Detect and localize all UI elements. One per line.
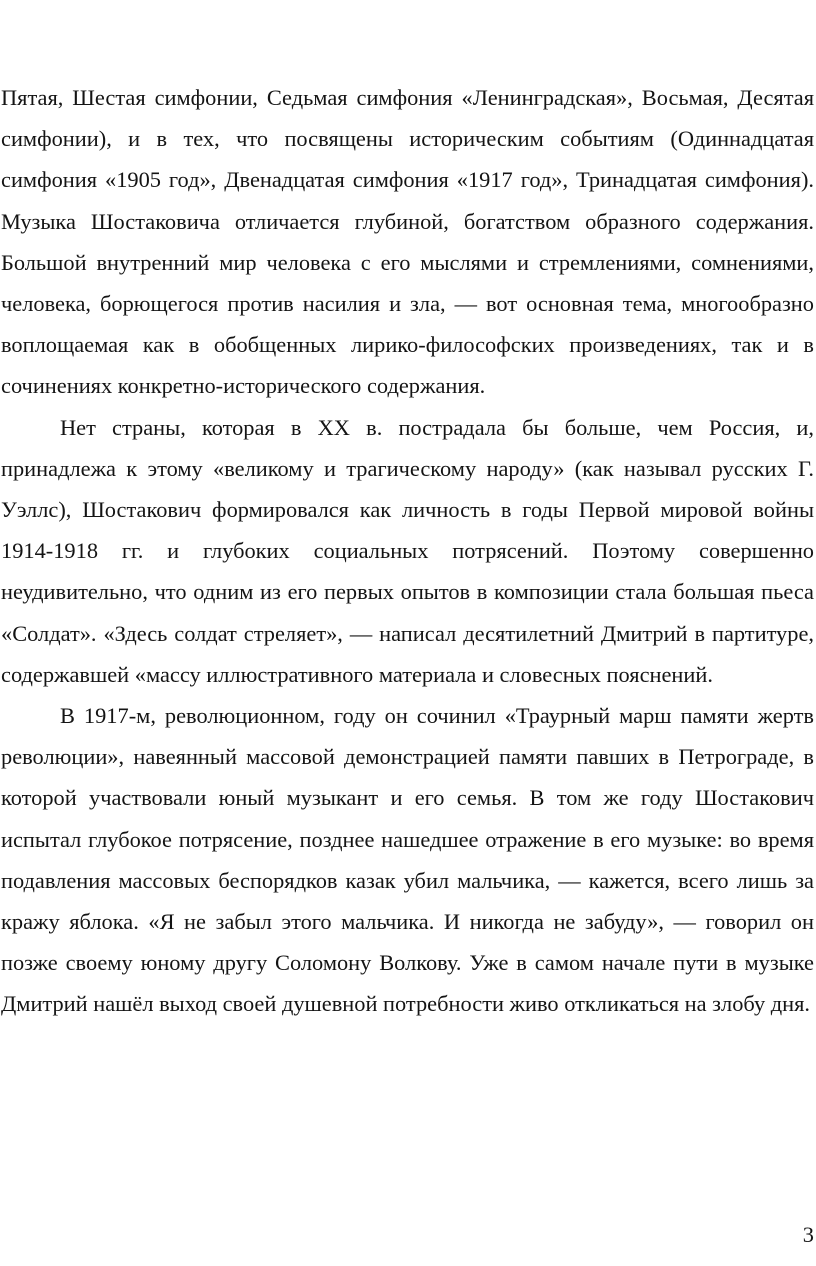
paragraph-russia-war: Нет страны, которая в XX в. пострадала бы больше, чем Россия, и, принадлежа к этому «великому и трагическому народу» (как называл русских Г. Уэллс), Шостакович формировался как личность в годы Первой мировой войны 1914-1918 гг. и глубоких социальных потрясений. Поэтому совершенно неудивительно, что одним из его первых опытов в композиции стала большая пьеса «Солдат». «Здесь солдат стреляет», — написал десятилетний Дмитрий в партитуре, содержавшей «массу иллюстративного материала и словесных пояснений. bbox=[1, 414, 814, 687]
paragraph-1917-march: В 1917-м, революционном, году он сочинил «Траурный марш памяти жертв революции», навеянный массовой демонстрацией памяти павших в Петрограде, в которой участвовали юный музыкант и его семья. В том же году Шостакович испытал глубокое потрясение, позднее нашедшее отражение в его музыке: во время подавления массовых беспорядков казак убил мальчика, — кажется, всего лишь за кражу яблока. «Я не забыл этого мальчика. И никогда не забуду», — говорил он позже своему юному другу Соломону Волкову. Уже в самом начале пути в музыке Дмитрий нашёл выход своей душевной потребности живо откликаться на злобу дня. bbox=[1, 703, 814, 1017]
page-number: 3 bbox=[802, 1222, 814, 1247]
paragraph-continuation: Пятая, Шестая симфонии, Седьмая симфония «Ленинградская», Восьмая, Десятая симфонии), и в тех, что посвящены историческим событиям (Одиннадцатая симфония «1905 год», Двенадцатая симфония «1917 год», Тринадцатая симфония). Музыка Шостаковича отличается глубиной, богатством образного содержания. Большой внутренний мир человека с его мыслями и стремлениями, сомнениями, человека, борющегося против насилия и зла, — вот основная тема, многообразно воплощаемая как в обобщенных лирико-философских произведениях, так и в сочинениях конкретно-исторического содержания. bbox=[1, 85, 814, 399]
